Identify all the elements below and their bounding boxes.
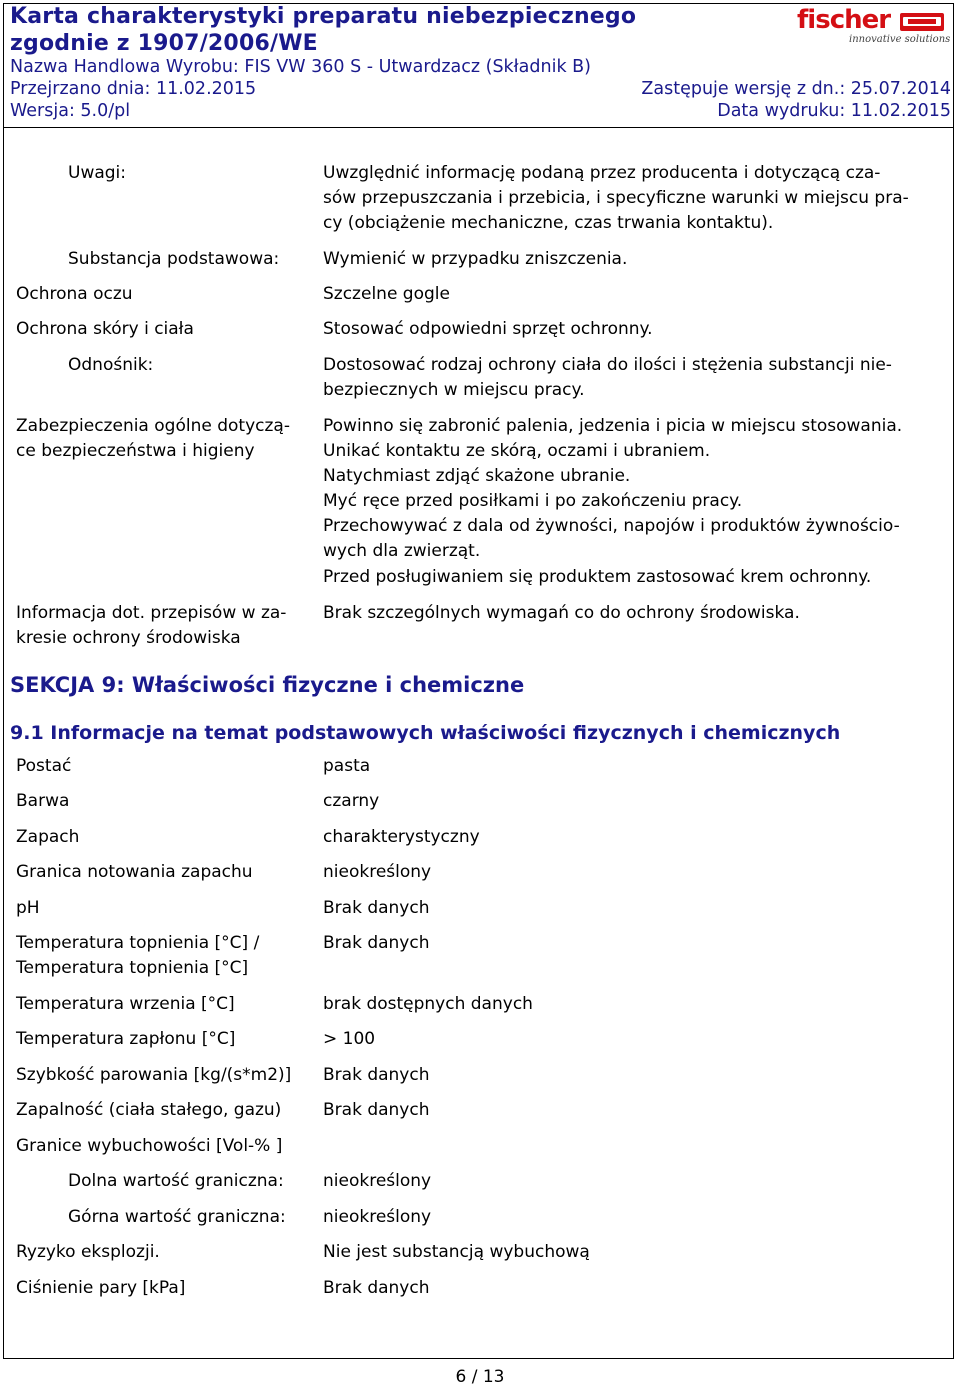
logo-emblem-icon — [900, 13, 944, 31]
srodowisko-value: Brak szczególnych wymagań co do ochrony środowiska. — [323, 603, 800, 623]
prop-label-parowanie: Szybkość parowania [kg/(s*m2)] — [16, 1065, 292, 1085]
prop-value-postac: pasta — [323, 756, 371, 776]
prop-label-ryzyko: Ryzyko eksplozji. — [16, 1242, 160, 1262]
prop-label-topnienie-1: Temperatura topnienia [°C] / — [16, 933, 260, 953]
prop-value-zaplon: > 100 — [323, 1029, 376, 1049]
higiena-text-2: Unikać kontaktu ze skórą, oczami i ubraniem. — [323, 441, 711, 461]
prop-label-zapach: Zapach — [16, 827, 80, 847]
higiena-text-4: Myć ręce przed posiłkami i po zakończeniu pracy. — [323, 491, 743, 511]
fischer-logo — [797, 5, 951, 46]
srodowisko-label-1: Informacja dot. przepisów w za- — [16, 603, 287, 623]
odnosnik-label: Odnośnik: — [68, 355, 154, 375]
page-number: 6 / 13 — [455, 1367, 505, 1387]
prop-value-barwa: czarny — [323, 791, 380, 811]
higiena-text-7: Przed posługiwaniem się produktem zastosować krem ochronny. — [323, 567, 872, 587]
prop-label-granice-wybuchowosci: Granice wybuchowości [Vol-% ] — [16, 1136, 283, 1156]
prop-label-barwa: Barwa — [16, 791, 70, 811]
ochrona-oczu-value: Szczelne gogle — [323, 284, 450, 304]
prop-label-dolna: Dolna wartość graniczna: — [68, 1171, 284, 1191]
odnosnik-text-1: Dostosować rodzaj ochrony ciała do ilości i stężenia substancji nie- — [323, 355, 892, 375]
odnosnik-text-2: bezpiecznych w miejscu pracy. — [323, 380, 585, 400]
higiena-text-1: Powinno się zabronić palenia, jedzenia i picia w miejscu stosowania. — [323, 416, 903, 436]
prop-label-zaplon: Temperatura zapłonu [°C] — [16, 1029, 236, 1049]
substancja-label: Substancja podstawowa: — [68, 249, 280, 269]
srodowisko-label-2: kresie ochrony środowiska — [16, 628, 241, 648]
print-date: Data wydruku: 11.02.2015 — [717, 101, 951, 121]
higiena-label-1: Zabezpieczenia ogólne dotyczą- — [16, 416, 290, 436]
version: Wersja: 5.0/pl — [10, 101, 131, 121]
ochrona-oczu-label: Ochrona oczu — [16, 284, 133, 304]
ochrona-skory-value: Stosować odpowiedni sprzęt ochronny. — [323, 319, 653, 339]
header-separator — [3, 127, 954, 128]
prop-value-ph: Brak danych — [323, 898, 430, 918]
higiena-label-2: ce bezpieczeństwa i higieny — [16, 441, 255, 461]
reviewed-date: Przejrzano dnia: 11.02.2015 — [10, 79, 257, 99]
higiena-text-3: Natychmiast zdjąć skażone ubranie. — [323, 466, 631, 486]
uwagi-text-2: sów przepuszczania i przebicia, i specyficzne warunki w miejscu pra- — [323, 188, 909, 208]
uwagi-text-3: cy (obciążenie mechaniczne, czas trwania kontaktu). — [323, 213, 774, 233]
prop-value-zapach: charakterystyczny — [323, 827, 480, 847]
document-title: Karta charakterystyki preparatu niebezpiecznego — [10, 4, 637, 29]
ochrona-skory-label: Ochrona skóry i ciała — [16, 319, 194, 339]
prop-label-zapalnosc: Zapalność (ciała stałego, gazu) — [16, 1100, 282, 1120]
prop-label-wrzenie: Temperatura wrzenia [°C] — [16, 994, 235, 1014]
section-9-1-title: 9.1 Informacje na temat podstawowych właściwości fizycznych i chemicznych — [10, 722, 841, 744]
prop-value-ryzyko: Nie jest substancją wybuchową — [323, 1242, 590, 1262]
prop-value-zapalnosc: Brak danych — [323, 1100, 430, 1120]
prop-value-cisnienie: Brak danych — [323, 1278, 430, 1298]
logo-tagline: innovative solutions — [849, 34, 951, 45]
higiena-text-5: Przechowywać z dala od żywności, napojów i produktów żywnościo- — [323, 516, 900, 536]
prop-value-dolna: nieokreślony — [323, 1171, 432, 1191]
higiena-text-6: wych dla zwierząt. — [323, 541, 481, 561]
logo-wordmark: fischer — [797, 5, 891, 35]
prop-label-granica-zapachu: Granica notowania zapachu — [16, 862, 253, 882]
section-9-title: SEKCJA 9: Właściwości fizyczne i chemiczne — [10, 673, 525, 697]
replaces-version: Zastępuje wersję z dn.: 25.07.2014 — [641, 79, 951, 99]
uwagi-text-1: Uwzględnić informację podaną przez producenta i dotyczącą cza- — [323, 163, 881, 183]
prop-value-granica-zapachu: nieokreślony — [323, 862, 432, 882]
prop-label-cisnienie: Ciśnienie pary [kPa] — [16, 1278, 186, 1298]
prop-value-topnienie: Brak danych — [323, 933, 430, 953]
prop-value-wrzenie: brak dostępnych danych — [323, 994, 533, 1014]
prop-value-gorna: nieokreślony — [323, 1207, 432, 1227]
document-regulation: zgodnie z 1907/2006/WE — [10, 31, 318, 56]
substancja-value: Wymienić w przypadku zniszczenia. — [323, 249, 628, 269]
prop-label-topnienie-2: Temperatura topnienia [°C] — [16, 958, 249, 978]
prop-label-ph: pH — [16, 898, 40, 918]
prop-value-parowanie: Brak danych — [323, 1065, 430, 1085]
uwagi-label: Uwagi: — [68, 163, 127, 183]
trade-name: Nazwa Handlowa Wyrobu: FIS VW 360 S - Utwardzacz (Składnik B) — [10, 57, 591, 77]
prop-label-postac: Postać — [16, 756, 72, 776]
prop-label-gorna: Górna wartość graniczna: — [68, 1207, 286, 1227]
